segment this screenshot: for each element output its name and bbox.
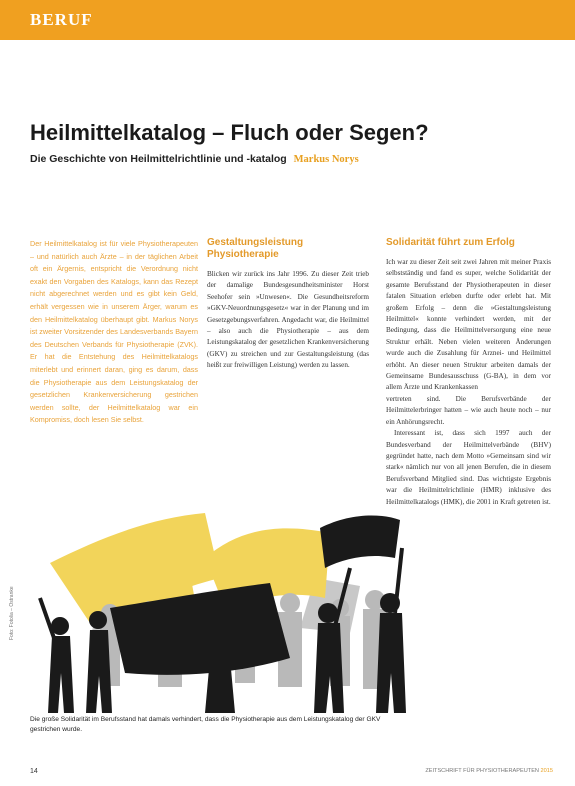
journal-year: 2015 <box>540 768 553 774</box>
journal-footer <box>425 768 553 774</box>
column-2-text: Blicken wir zurück ins Jahr 1996. Zu dieser Zeit trieb der damalige Bundesgesundheitsminister Horst Seehofer sein »Unwesen«. Die Gesundheitsreform »GKV-Neuordnungsgesetz« war in der Planung und im Gesetzgebungsverfahren. Angedacht war, die Heilmittel – also auch die Physiotherapie – aus dem Leistungskatalog der gesetzlichen Krankenversicherung (GKV) zu streichen und zur Gestaltungsleistung (das heißt zur freiwilligen Leistung) werden zu lassen. <box>207 270 369 370</box>
column-3-heading: Solidarität führt zum Erfolg <box>386 237 515 248</box>
lead-paragraph: Der Heilmittelkatalog ist für viele Physiotherapeuten – und natürlich auch Ärzte – in der täglichen Arbeit oft ein Ärgernis, entspricht die Verordnung nicht exakt den Vorgaben des Katalogs, kann das Rezept nicht abgerechnet werden und es gibt kein Geld, erhält vergessen wie in unserem Ärger, warum es den Heilmittelkatalog überhaupt gibt. Markus Norys ist zweiter Vorsitzender des Landesverbands Bayern des Deutschen Verbands für Physiotherapie (ZVK). Er hat die Entstehung des Heilmittelkatalogs miterlebt und erinnert daran, ging es darum, dass die Physiotherapie aus dem Leistungskatalog der gesetzlichen Krankenversicherung gestrichen werden sollte, der Heilmittelkatalog war ein Kompromiss, doch lesen Sie selbst. <box>30 239 198 425</box>
column-3 <box>386 237 551 508</box>
section-band <box>0 0 575 40</box>
author-name: Markus Norys <box>293 154 359 165</box>
page-number: 14 <box>30 768 38 775</box>
column-3-text-b: vertreten sind. Die Berufsverbände der Heilmittelerbringer hatten – wie auch heute noch – nur ein Anhörungsrecht. <box>386 394 551 426</box>
column-3-text-a: Ich war zu dieser Zeit seit zwei Jahren mit meiner Praxis selbstständig und fand es super, welche Solidarität der gesamte Berufsstand der Physiotherapeuten in dieser fatalen Situation erleben durfte oder erlebt hat. Mit großem Erfolg – denn die »Gestaltungsleistung Heilmittel« konnte verhindert werden, mit der Bedingung, dass die Heilmittelversorgung eine neue Struktur erhält. Neben vielen weiteren Änderungen wurde auch die Zusahlung für Arznei- und Heilmittel erhöht. An dieser neuen Struktur arbeiten damals der Gemeinsame Bundesausschuss (G-BA), in dem vor allem Ärzte und Krankenkassen <box>386 258 551 392</box>
column-2-heading: Gestaltungsleistung Physiotherapie <box>207 237 304 260</box>
subtitle-text: Die Geschichte von Heilmittelrichtlinie und -katalog <box>30 153 287 165</box>
journal-name: ZEITSCHRIFT FÜR PHYSIOTHERAPEUTEN <box>425 768 539 774</box>
article-subtitle <box>30 153 359 165</box>
column-2 <box>207 237 369 372</box>
image-caption: Die große Solidarität im Berufsstand hat damals verhindert, dass die Physiotherapie aus dem Leistungskatalog der GKV gestrichen wurde. <box>30 716 381 733</box>
article-title: Heilmittelkatalog – Fluch oder Segen? <box>30 120 429 145</box>
image-credit: Foto: Fotolia – Ostranke <box>9 586 15 640</box>
column-3-text-c: Interessant ist, dass sich 1997 auch der Bundesverband der Heilmittelverbände (BHV) gegründet hatte, nach dem Motto »Gemeinsam sind wir stark« nämlich nur von all jenen Berufen, die in diesem Berufsverband Mitglied sind. Das wichtigste Ergebnis war die Heilmittelrichtlinie (HMR) inklusive des Heilmittelkatalogs (HMK), die 2001 in Kraft getreten ist. <box>386 429 551 506</box>
solidarity-illustration <box>30 508 408 713</box>
section-label: BERUF <box>30 10 93 29</box>
